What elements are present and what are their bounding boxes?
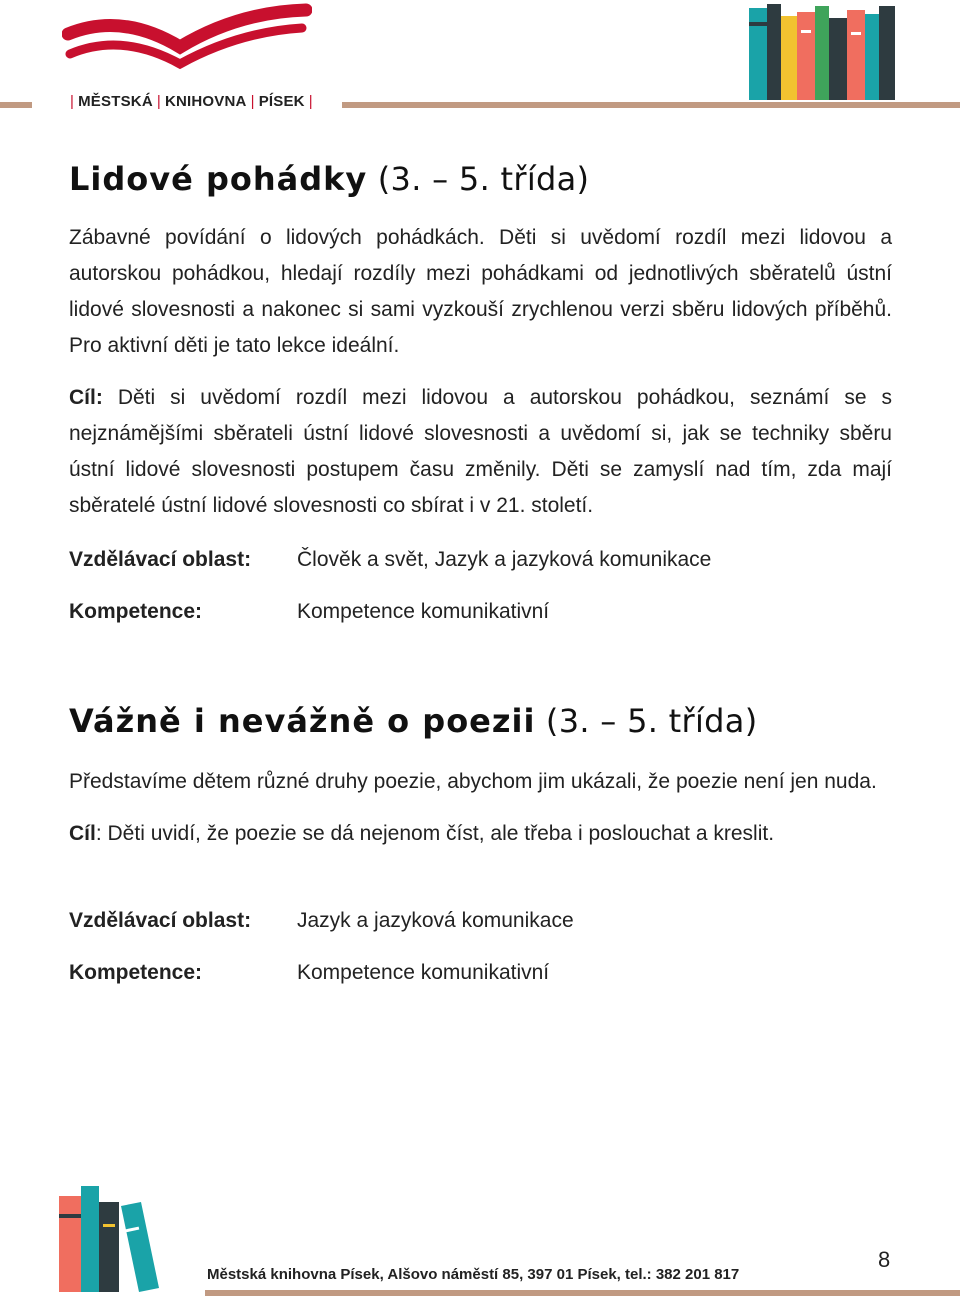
section-2: [69, 702, 892, 852]
goal-label: Cíl:: [69, 386, 103, 409]
section-title: [69, 702, 892, 740]
section-title-name: Vážně i nevážně o poezii: [69, 702, 536, 740]
goal-label: Cíl: [69, 822, 96, 845]
section-goal: [69, 380, 892, 524]
section-title-grade: (3. – 5. třída): [545, 702, 758, 740]
competence-value: Kompetence komunikativní: [297, 600, 550, 623]
goal-text: : Děti uvidí, že poezie se dá nejenom číst, ale třeba i poslouchat a kreslit.: [95, 822, 775, 845]
section-title-name: Lidové pohádky: [69, 160, 368, 198]
page-number: 8: [878, 1247, 891, 1272]
section-title-grade: (3. – 5. třída): [377, 160, 590, 198]
open-book-logo-icon: [62, 2, 312, 77]
section-title: [69, 160, 892, 198]
goal-text: Děti si uvědomí rozdíl mezi lidovou a autorskou pohádkou, seznámí se s nejznámějšími sběrateli ústní lidové slovesnosti a uvědomí si, jak se techniky sběru ústní lidové slovesnosti postupem času změnily. Děti se zamyslí nad tím, zda mají sběratelé ústní lidové slovesnosti co sbírat i v 21. století.: [69, 386, 892, 517]
section-goal: [69, 816, 892, 852]
section-description: Zábavné povídání o lidových pohádkách. Děti si uvědomí rozdíl mezi lidovou a autorskou pohádkou, hledají rozdíly mezi pohádkami od jednotlivých sběratelů ústní lidové slovesnosti a nakonec si sami vyzkouší zrychlenou verzi sběru lidových příběhů. Pro aktivní děti je tato lekce ideální.: [69, 226, 892, 357]
books-stack-icon: [745, 2, 905, 102]
header-rule-left: [0, 102, 32, 108]
competence-value: Kompetence komunikativní: [297, 961, 550, 984]
area-label: Vzdělávací oblast:: [69, 909, 252, 932]
competence-label: Kompetence:: [69, 600, 203, 623]
library-name: | MĚSTSKÁ | KNIHOVNA | PÍSEK |: [70, 93, 313, 110]
footer-rule: [205, 1290, 960, 1296]
area-label: Vzdělávací oblast:: [69, 548, 252, 571]
header-rule-right: [342, 102, 960, 108]
books-stack-icon: [55, 1184, 165, 1294]
page-header: [0, 0, 960, 120]
footer-address: Městská knihovna Písek, Alšovo náměstí 85, 397 01 Písek, tel.: 382 201 817: [207, 1266, 740, 1283]
section-1: [69, 160, 892, 524]
competence-label: Kompetence:: [69, 961, 203, 984]
section-description: Představíme dětem různé druhy poezie, abychom jim ukázali, že poezie není jen nuda.: [69, 770, 877, 793]
area-value: Člověk a svět, Jazyk a jazyková komunikace: [297, 548, 712, 571]
area-value: Jazyk a jazyková komunikace: [297, 909, 574, 932]
